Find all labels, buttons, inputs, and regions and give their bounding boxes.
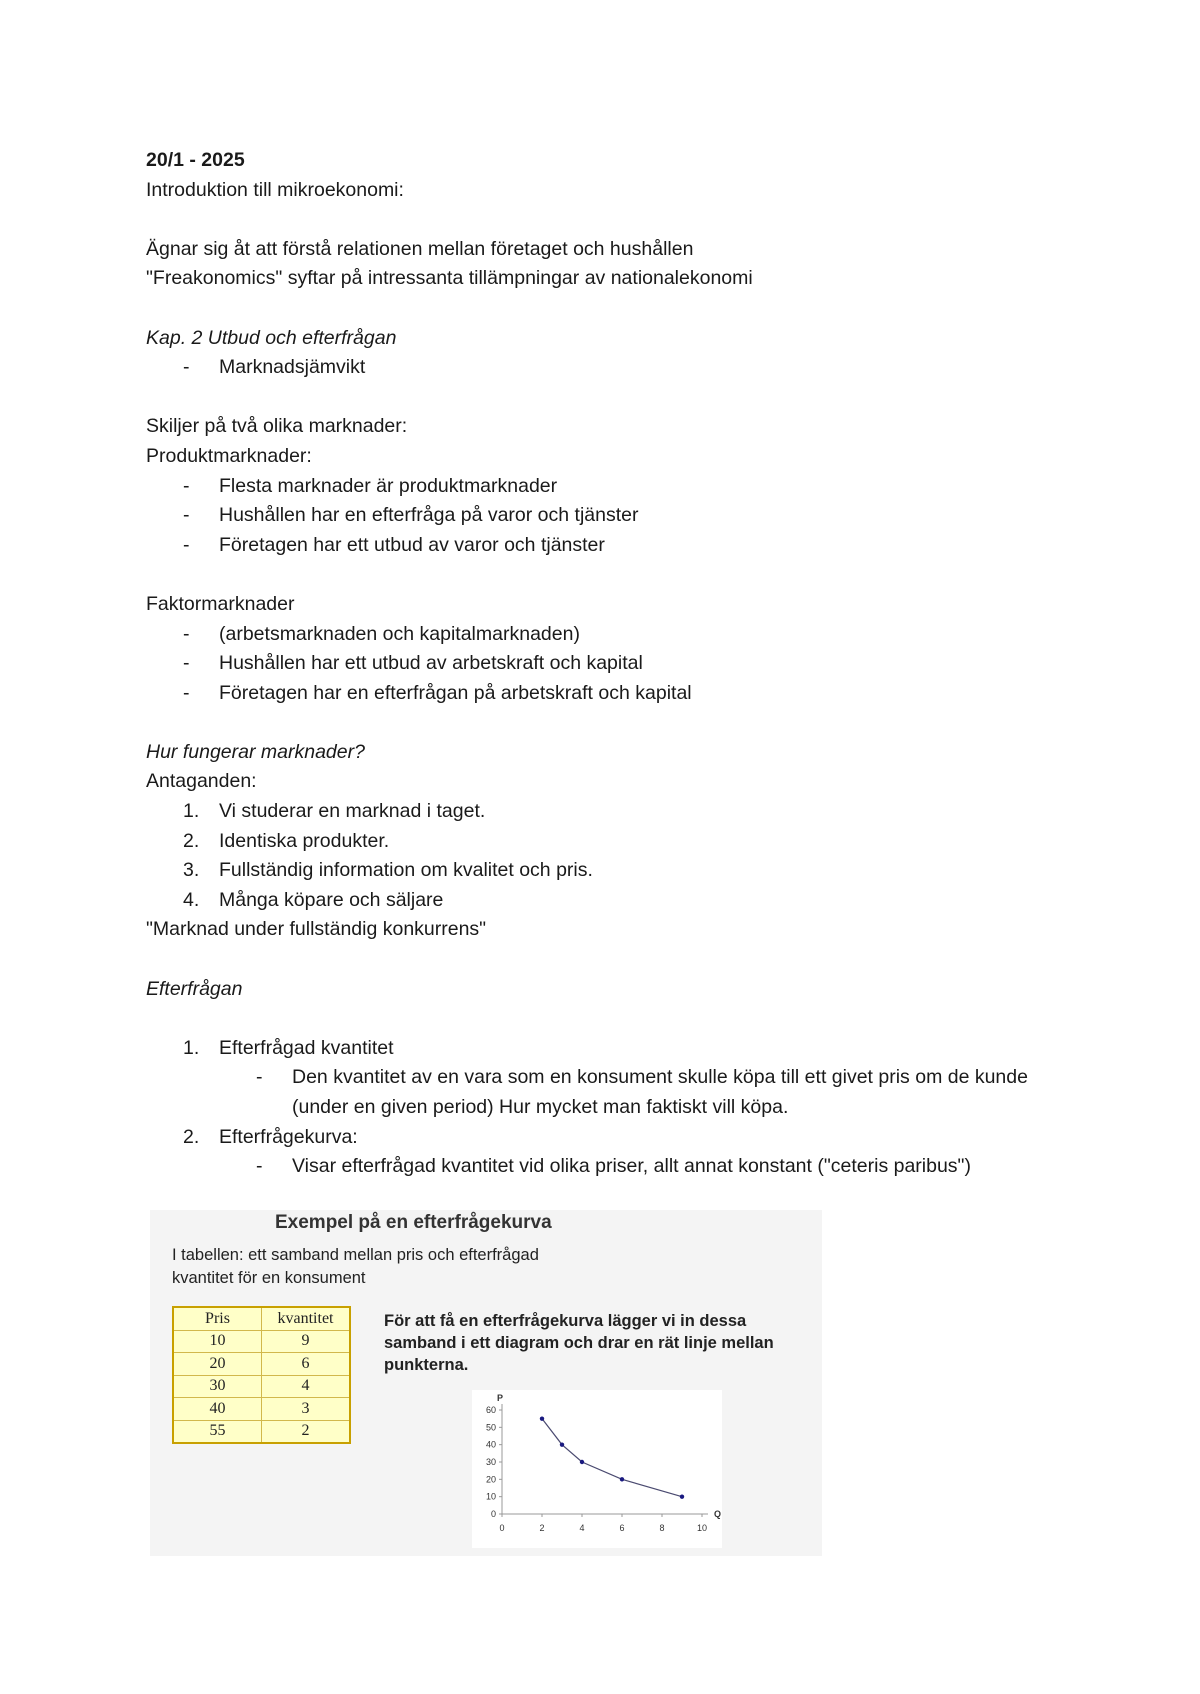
chapter-heading: Kap. 2 Utbud och efterfrågan <box>146 326 397 349</box>
table-cell: 2 <box>262 1420 351 1443</box>
list-item-label: Hushållen har en efterfråga på varor och tjänster <box>219 504 639 527</box>
number-marker: 4. <box>183 888 200 911</box>
list-item-label: Hushållen har ett utbud av arbetskraft och kapital <box>219 652 643 675</box>
number-marker: 1. <box>183 1036 200 1059</box>
list-item <box>146 679 1066 709</box>
list-item <box>146 531 1066 561</box>
intro-title: Introduktion till mikroekonomi: <box>146 178 404 201</box>
bullet-marker: - <box>183 652 190 675</box>
bullet-marker: - <box>183 474 190 497</box>
x-tick-label: 2 <box>539 1523 545 1533</box>
product-markets-heading: Produktmarknader: <box>146 444 312 467</box>
list-item-label: Flesta marknader är produktmarknader <box>219 474 558 497</box>
sub-list-item-label: Visar efterfrågad kvantitet vid olika priser, allt annat konstant ("ceteris paribus") <box>292 1155 971 1178</box>
demand-heading: Efterfrågan <box>146 977 243 1000</box>
table-cell: 20 <box>173 1353 262 1376</box>
x-tick-label: 0 <box>499 1523 505 1533</box>
table-cell: 9 <box>262 1330 351 1353</box>
number-marker: 1. <box>183 800 200 823</box>
table-header-price: Pris <box>173 1307 262 1330</box>
table-cell: 10 <box>173 1330 262 1353</box>
table-cell: 40 <box>173 1398 262 1421</box>
table-cell: 55 <box>173 1420 262 1443</box>
list-item-label: Företagen har en efterfrågan på arbetskraft och kapital <box>219 681 692 704</box>
numbered-item <box>146 856 1066 886</box>
list-item <box>146 620 1066 650</box>
figure-intro: I tabellen: ett samband mellan pris och efterfrågad kvantitet för en konsument <box>172 1246 539 1287</box>
table-cell: 4 <box>262 1375 351 1398</box>
y-tick-label: 0 <box>490 1509 496 1519</box>
y-tick-label: 60 <box>485 1405 496 1415</box>
list-item-label: Vi studerar en marknad i taget. <box>219 800 486 823</box>
list-item-label: Marknadsjämvikt <box>219 356 366 379</box>
list-item-label: (arbetsmarknaden och kapitalmarknaden) <box>219 622 580 645</box>
x-tick-label: 10 <box>696 1523 708 1533</box>
demand-curve-figure <box>150 1210 822 1556</box>
list-item-label: Företagen har ett utbud av varor och tjänster <box>219 533 605 556</box>
x-tick-label: 4 <box>579 1523 585 1533</box>
number-marker: 2. <box>183 1125 200 1148</box>
bullet-marker: - <box>183 504 190 527</box>
table-row <box>173 1420 350 1443</box>
how-markets-heading: Hur fungerar marknader? <box>146 740 365 763</box>
list-item <box>146 501 1066 531</box>
list-item <box>146 353 1066 383</box>
date-heading: 20/1 - 2025 <box>146 149 245 171</box>
bullet-marker: - <box>183 622 190 645</box>
sub-list-item-label: Den kvantitet av en vara som en konsument skulle köpa till ett givet pris om de kunde (under en given period) Hur mycket man faktiskt vill köpa. <box>292 1066 1028 1118</box>
data-point <box>580 1460 584 1464</box>
y-tick-label: 50 <box>485 1422 496 1433</box>
table-cell: 30 <box>173 1375 262 1398</box>
y-tick-label: 30 <box>485 1457 496 1467</box>
list-item-label: Fullständig information om kvalitet och pris. <box>219 859 593 882</box>
x-axis-label: Q <box>714 1509 722 1519</box>
data-point <box>620 1477 624 1481</box>
bullet-marker: - <box>183 356 190 379</box>
y-tick-label: 40 <box>485 1439 496 1450</box>
paragraph-relation: Ägnar sig åt att förstå relationen mellan företaget och hushållen <box>146 237 694 260</box>
markets-intro: Skiljer på två olika marknader: <box>146 415 408 438</box>
list-item-label: Efterfrågekurva: <box>219 1125 358 1148</box>
bullet-marker: - <box>256 1066 263 1089</box>
y-tick-label: 10 <box>485 1491 496 1502</box>
data-point <box>560 1442 564 1446</box>
y-tick-label: 20 <box>485 1474 496 1485</box>
numbered-item <box>146 797 1066 827</box>
demand-curve-chart <box>472 1390 722 1548</box>
figure-title: Exempel på en efterfrågekurva <box>275 1212 552 1233</box>
number-marker: 2. <box>183 829 200 852</box>
bullet-marker: - <box>183 533 190 556</box>
x-tick-label: 6 <box>619 1523 625 1533</box>
assumptions-label: Antaganden: <box>146 770 257 793</box>
factor-markets-heading: Faktormarknader <box>146 592 295 615</box>
x-tick-label: 8 <box>659 1523 665 1533</box>
price-quantity-table <box>172 1306 351 1444</box>
y-axis-label: P <box>496 1393 504 1403</box>
document-body <box>146 146 1066 1182</box>
number-marker: 3. <box>183 859 200 882</box>
table-cell: 3 <box>262 1398 351 1421</box>
data-point <box>540 1416 544 1420</box>
data-point <box>680 1494 684 1498</box>
figure-explanation: För att få en efterfrågekurva lägger vi in dessa samband i ett diagram och drar en rät linje mellan punkterna. <box>384 1312 774 1374</box>
competition-quote: "Marknad under fullständig konkurrens" <box>146 918 487 941</box>
list-item-label: Många köpare och säljare <box>219 888 444 911</box>
numbered-item <box>146 1034 1066 1064</box>
numbered-item <box>146 827 1066 857</box>
bullet-marker: - <box>256 1155 263 1178</box>
sub-list-item <box>146 1152 1066 1182</box>
paragraph-freakonomics: "Freakonomics" syftar på intressanta tillämpningar av nationalekonomi <box>146 267 753 290</box>
numbered-item <box>146 1123 1066 1153</box>
table-header-quantity: kvantitet <box>262 1307 351 1330</box>
table-row <box>173 1330 350 1353</box>
list-item-label: Efterfrågad kvantitet <box>219 1036 394 1059</box>
sub-list-item <box>146 1063 1066 1122</box>
table-header-row <box>173 1307 350 1330</box>
table-row <box>173 1353 350 1376</box>
list-item <box>146 649 1066 679</box>
list-item-label: Identiska produkter. <box>219 829 390 852</box>
numbered-item <box>146 886 1066 916</box>
table-row <box>173 1398 350 1421</box>
table-cell: 6 <box>262 1353 351 1376</box>
table-row <box>173 1375 350 1398</box>
list-item <box>146 472 1066 502</box>
bullet-marker: - <box>183 681 190 704</box>
